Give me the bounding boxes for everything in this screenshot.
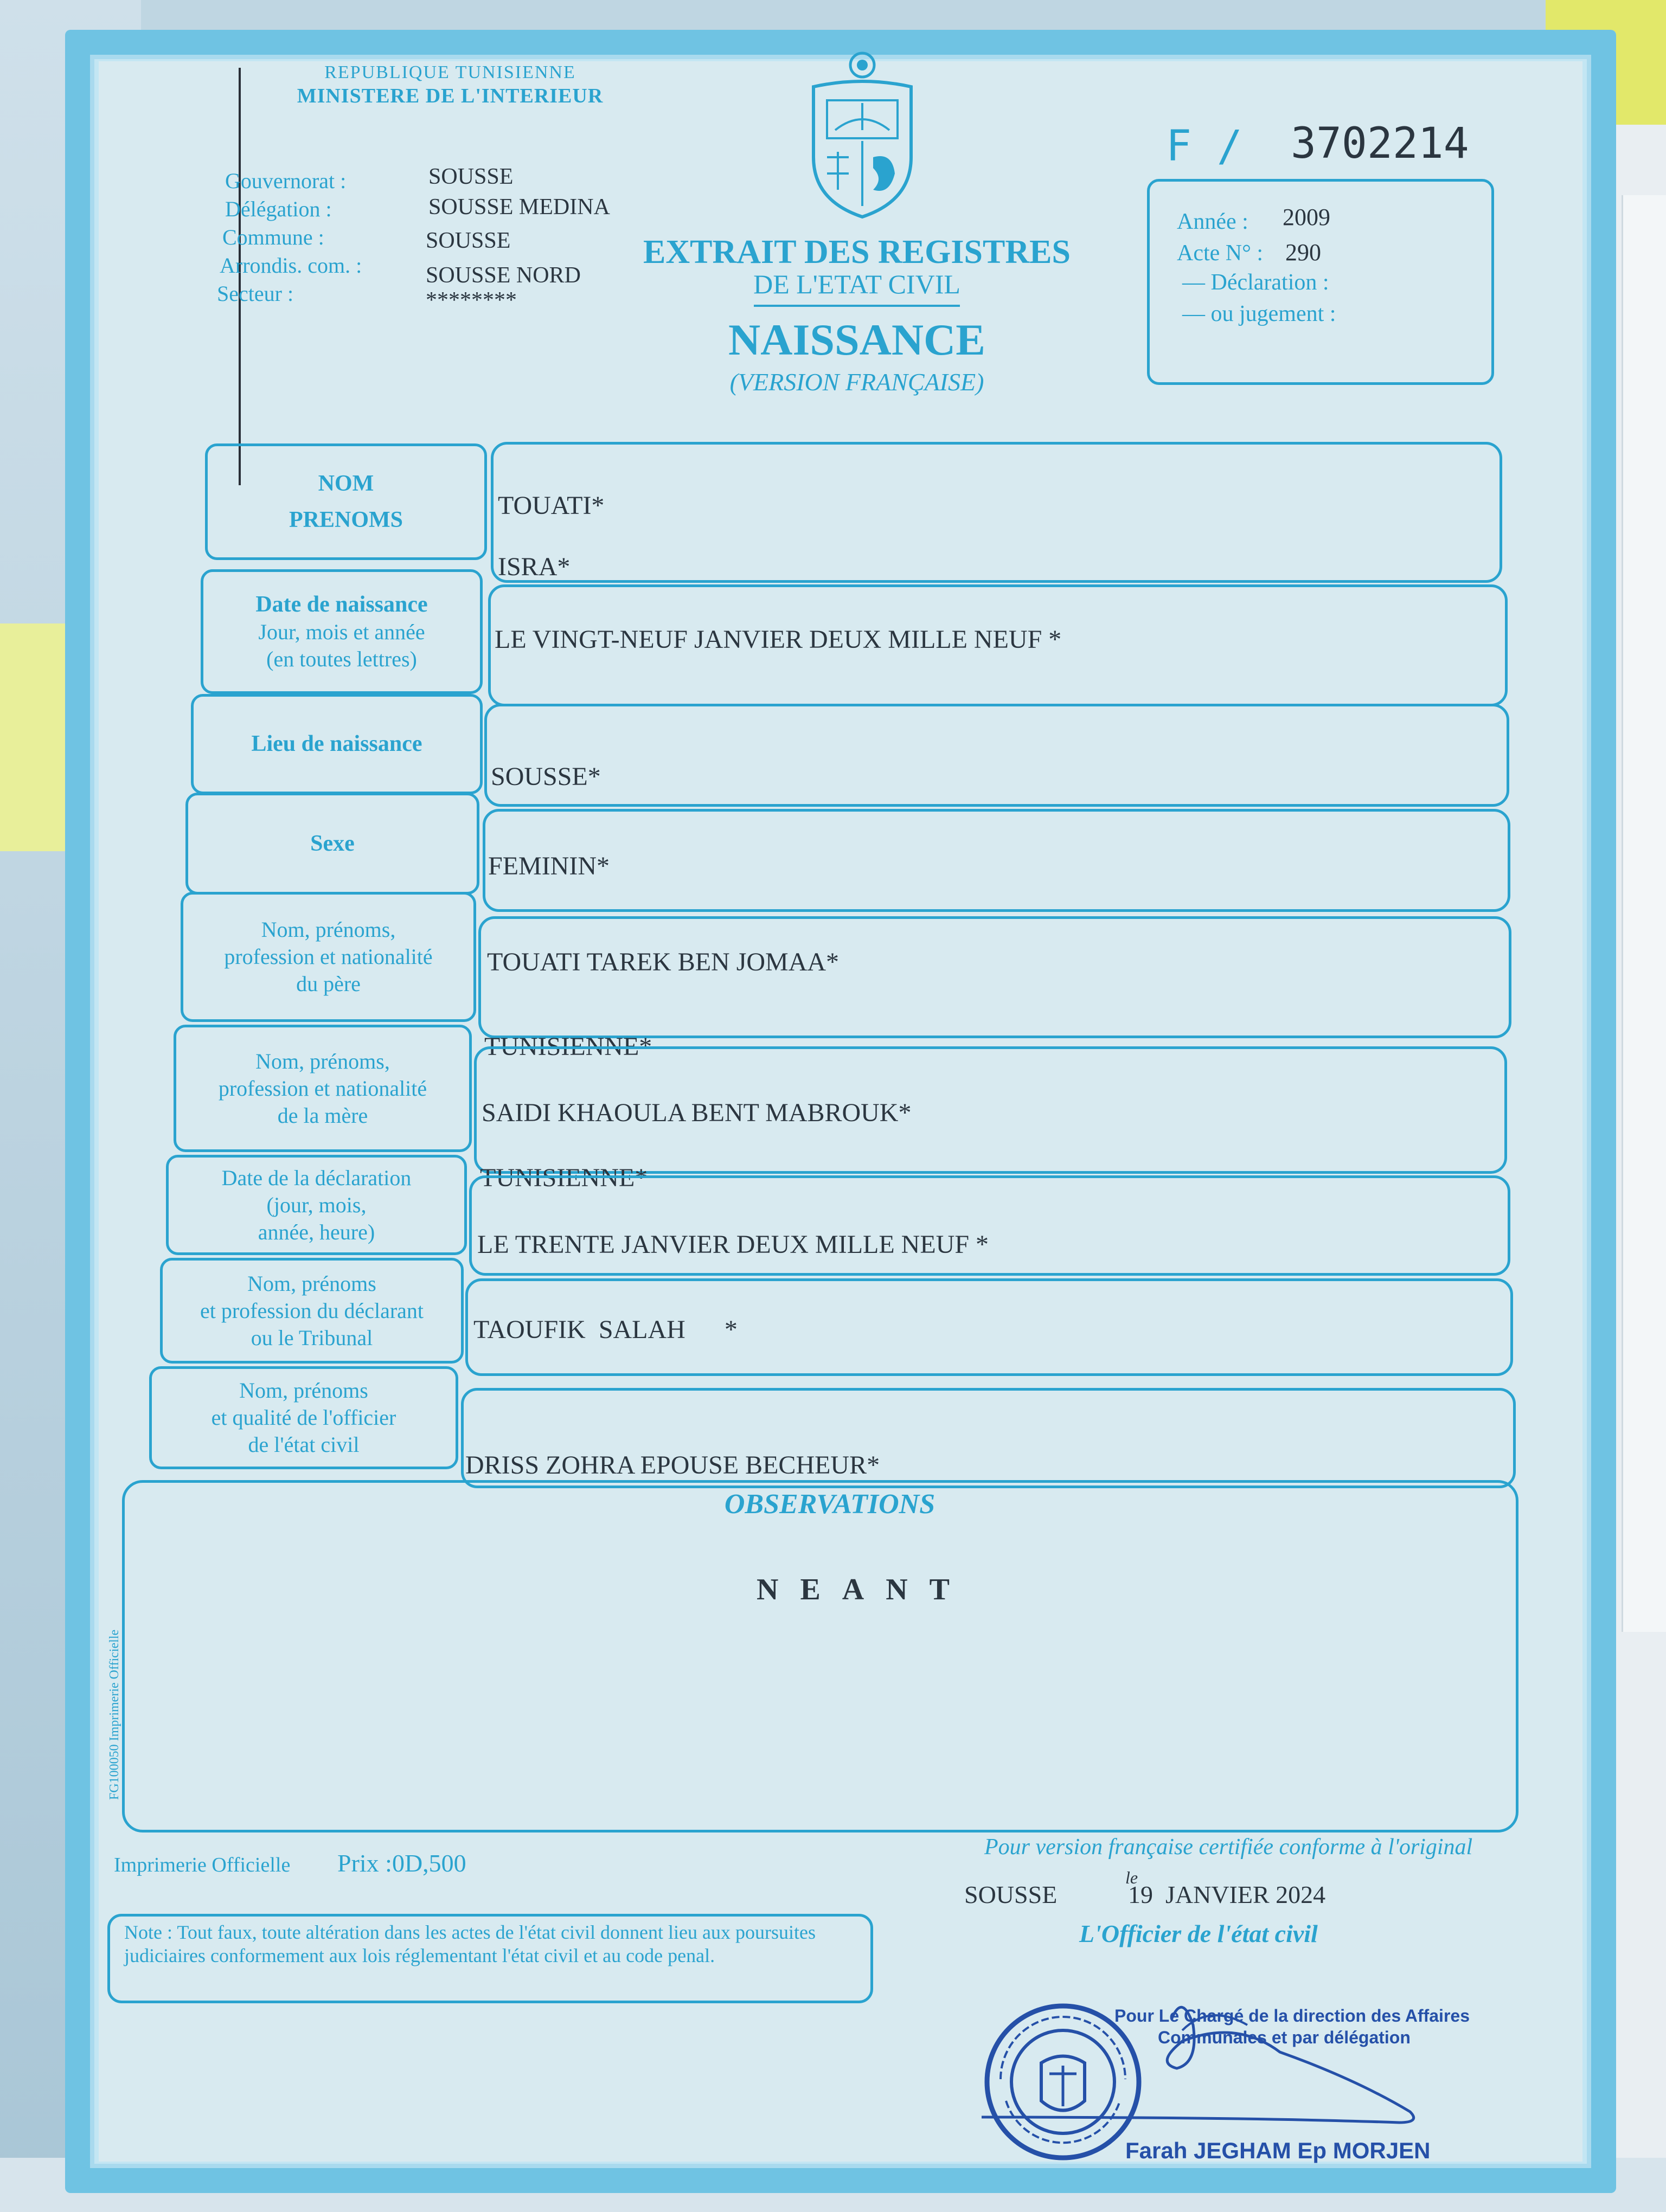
label-mere xyxy=(174,1025,472,1152)
observations-title: OBSERVATIONS xyxy=(724,1489,935,1520)
secteur-value: ******** xyxy=(426,288,517,313)
title-extrait: EXTRAIT DES REGISTRES xyxy=(643,234,1071,271)
delegation-value: SOUSSE MEDINA xyxy=(428,195,610,220)
value-lieu: SOUSSE* xyxy=(491,762,601,791)
gouvernorat-label: Gouvernorat : xyxy=(225,169,347,193)
title-etat-civil: DE L'ETAT CIVIL xyxy=(753,269,960,299)
label-date-naissance-line2: Jour, mois et année xyxy=(258,620,425,645)
value-officier: DRISS ZOHRA EPOUSE BECHEUR* xyxy=(465,1451,880,1480)
label-declaration-line3: année, heure) xyxy=(258,1219,375,1244)
label-declaration-line1: Date de la déclaration xyxy=(221,1165,412,1190)
value-pere-nom: TOUATI TAREK BEN JOMAA* xyxy=(487,948,840,976)
value-prenom: ISRA* xyxy=(498,552,571,581)
label-mere-line1: Nom, prénoms, xyxy=(255,1049,390,1073)
serial-number: 3702214 xyxy=(1291,119,1469,168)
label-nom-prenoms xyxy=(205,443,487,560)
note-text: Tout faux, toute altération dans les actes de l'état civil donnent lieu aux poursuites judiciaires conformement aux lois réglementant l'état civil et au code penal. xyxy=(124,1921,816,1967)
acte-value: 290 xyxy=(1285,239,1321,266)
note-label: Note : xyxy=(124,1921,172,1943)
signatory-name: Farah JEGHAM Ep MORJEN xyxy=(1125,2138,1431,2163)
republic-heading: REPUBLIQUE TUNISIENNE xyxy=(324,62,576,82)
annee-value: 2009 xyxy=(1283,204,1330,230)
ministry-heading: MINISTERE DE L'INTERIEUR xyxy=(297,85,604,107)
title-underline xyxy=(754,305,960,307)
value-box-pere xyxy=(478,916,1511,1038)
label-sexe-text: Sexe xyxy=(310,831,355,856)
handwritten-signature-icon xyxy=(976,1987,1437,2133)
jugement-label: — ou jugement : xyxy=(1182,301,1336,326)
label-officier-line3: de l'état civil xyxy=(248,1432,360,1457)
certification-text: Pour version française certifiée conforme à l'original xyxy=(984,1835,1473,1860)
label-date-naissance xyxy=(201,569,483,694)
officier-title: L'Officier de l'état civil xyxy=(1079,1920,1318,1947)
label-declaration-line2: (jour, mois, xyxy=(266,1192,367,1217)
stamp-line-2: Communales et par délégation xyxy=(1158,2028,1411,2047)
delegation-label: Délégation : xyxy=(225,197,332,221)
value-mere-nom: SAIDI KHAOULA BENT MABROUK* xyxy=(482,1098,912,1127)
label-sexe xyxy=(185,793,479,895)
label-mere-line3: de la mère xyxy=(277,1103,368,1128)
label-date-naissance-line1: Date de naissance xyxy=(255,591,428,617)
note-box xyxy=(107,1914,873,2003)
label-prenoms: PRENOMS xyxy=(289,507,403,532)
title-naissance: NAISSANCE xyxy=(728,315,985,364)
observations-value: NEANT xyxy=(757,1573,972,1606)
value-declarant: TAOUFIK SALAH * xyxy=(473,1315,738,1344)
label-lieu-text: Lieu de naissance xyxy=(251,731,422,757)
value-box-lieu xyxy=(484,704,1509,807)
value-date-naissance: LE VINGT-NEUF JANVIER DEUX MILLE NEUF * xyxy=(495,625,1062,654)
label-declarant xyxy=(160,1258,464,1364)
arrondissement-value: SOUSSE NORD xyxy=(426,263,581,288)
value-declaration: LE TRENTE JANVIER DEUX MILLE NEUF * xyxy=(477,1230,989,1259)
value-box-declaration xyxy=(469,1175,1510,1276)
label-lieu-naissance xyxy=(191,694,483,794)
value-mere-nationalite: TUNISIENNE* xyxy=(480,1163,648,1192)
coat-of-arms-icon xyxy=(797,49,927,222)
label-officier xyxy=(149,1366,458,1469)
label-mere-line2: profession et nationalité xyxy=(218,1076,427,1101)
acte-label: Acte N° : xyxy=(1177,241,1264,266)
label-date-naissance-line3: (en toutes lettres) xyxy=(266,647,417,672)
label-officier-line2: et qualité de l'officier xyxy=(211,1405,396,1430)
secteur-label: Secteur : xyxy=(217,281,294,306)
value-box-sexe xyxy=(483,809,1510,912)
annee-label: Année : xyxy=(1177,209,1248,234)
gouvernorat-value: SOUSSE xyxy=(428,164,514,189)
prix-label: Prix :0D,500 xyxy=(337,1849,466,1877)
declaration-label: — Déclaration : xyxy=(1182,270,1329,295)
value-box-nom xyxy=(491,442,1502,583)
label-pere-line3: du père xyxy=(296,972,361,996)
value-pere-nationalite: TUNISIENNE* xyxy=(484,1032,652,1061)
label-pere xyxy=(181,892,476,1022)
commune-value: SOUSSE xyxy=(426,228,511,253)
le-text: le xyxy=(1125,1868,1138,1887)
label-declarant-line1: Nom, prénoms xyxy=(247,1271,376,1296)
label-pere-line2: profession et nationalité xyxy=(224,944,433,969)
observations-box xyxy=(122,1480,1518,1832)
serial-prefix: F / xyxy=(1166,122,1242,171)
label-declarant-line2: et profession du déclarant xyxy=(200,1298,424,1323)
commune-label: Commune : xyxy=(222,225,324,249)
place-text: SOUSSE xyxy=(964,1881,1058,1908)
title-version: (VERSION FRANÇAISE) xyxy=(729,368,984,396)
label-officier-line1: Nom, prénoms xyxy=(239,1378,368,1403)
date-text: 19 JANVIER 2024 xyxy=(1128,1881,1326,1908)
label-declarant-line3: ou le Tribunal xyxy=(251,1325,373,1350)
value-sexe: FEMININ* xyxy=(488,852,610,880)
imprimerie-label: Imprimerie Officielle xyxy=(114,1854,291,1876)
value-nom: TOUATI* xyxy=(498,491,605,520)
label-declaration xyxy=(166,1155,467,1255)
label-pere-line1: Nom, prénoms, xyxy=(261,917,396,942)
print-code: FG100050 Imprimerie Officielle xyxy=(107,1629,121,1800)
stamp-line-1: Pour Le Chargé de la direction des Affaires xyxy=(1114,2006,1470,2025)
arrondissement-label: Arrondis. com. : xyxy=(220,253,362,278)
background-sheet-protector xyxy=(1622,195,1666,1632)
label-nom: NOM xyxy=(318,471,374,496)
